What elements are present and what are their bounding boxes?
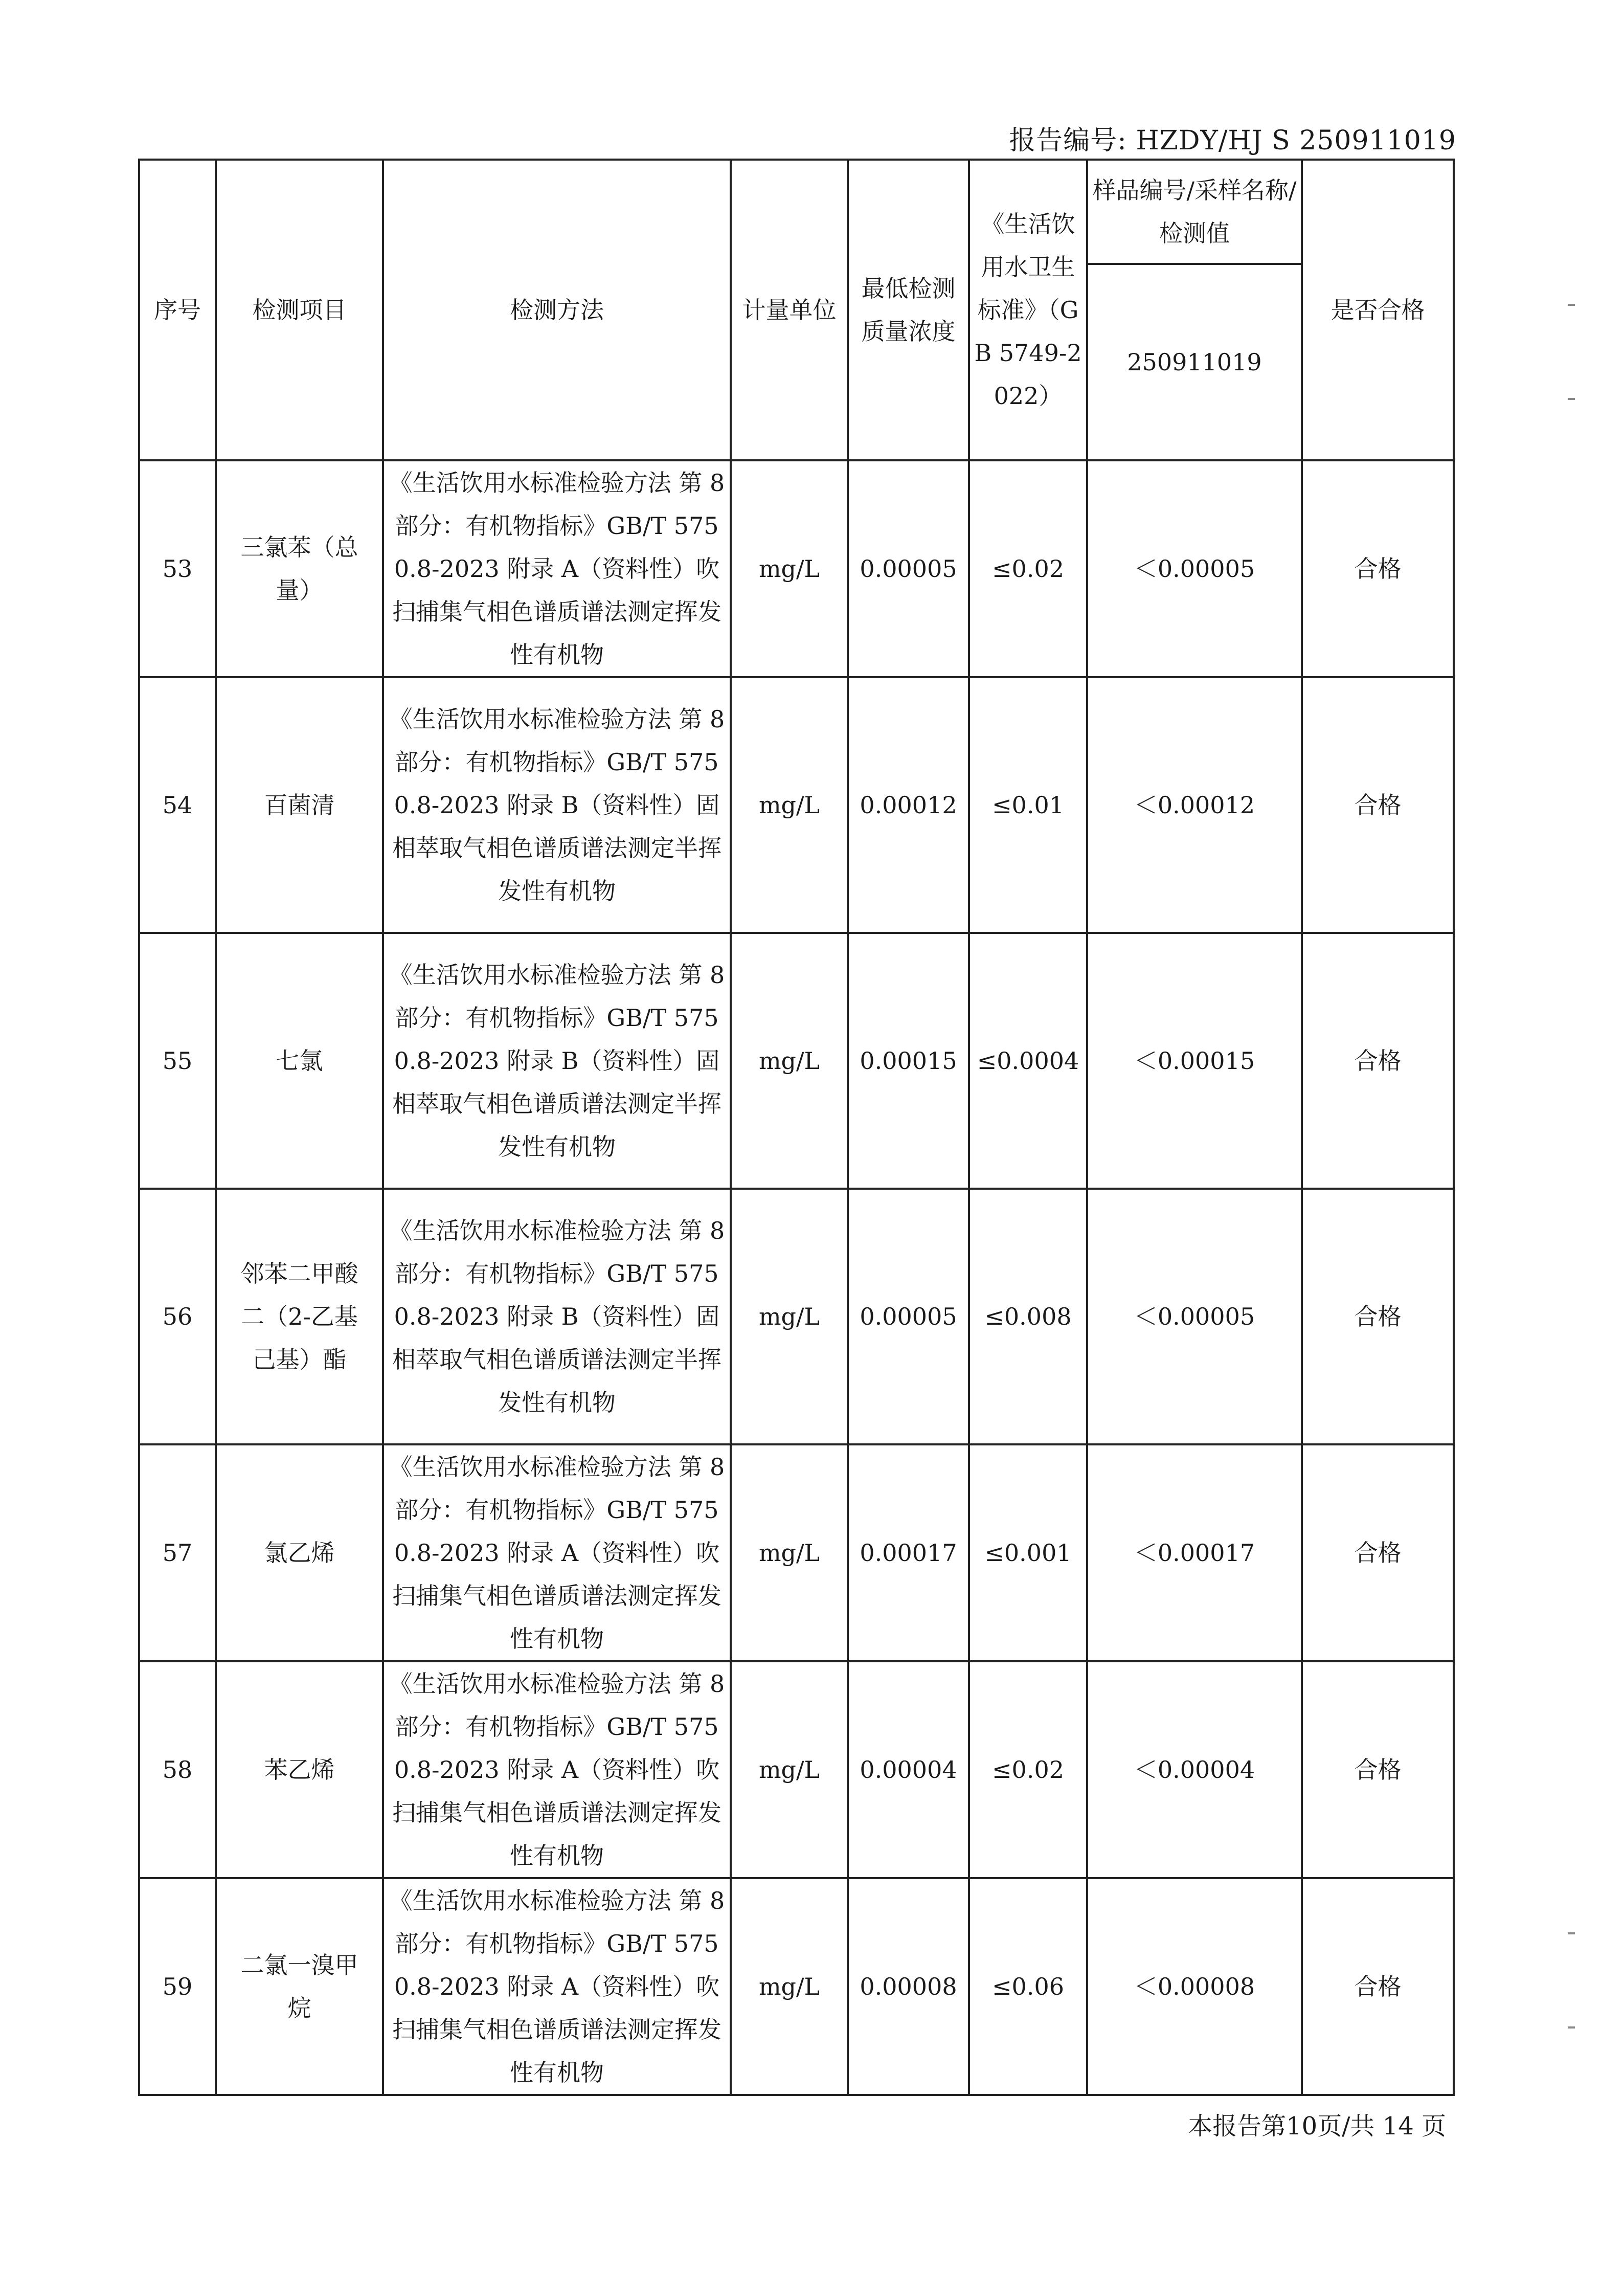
row-result: 合格 xyxy=(1302,1661,1454,1878)
row-item: 苯乙烯 xyxy=(216,1661,383,1878)
row-value: ＜0.00015 xyxy=(1087,933,1302,1189)
row-value: ＜0.00005 xyxy=(1087,1189,1302,1444)
row-item: 邻苯二甲酸二（2-乙基己基）酯 xyxy=(216,1189,383,1444)
row-seq: 55 xyxy=(139,933,216,1189)
row-min-conc: 0.00008 xyxy=(848,1878,969,2095)
row-min-conc: 0.00017 xyxy=(848,1444,969,1661)
row-item: 七氯 xyxy=(216,933,383,1189)
scan-mark xyxy=(1568,398,1575,400)
table-row xyxy=(139,933,1454,1189)
row-value: ＜0.00005 xyxy=(1087,460,1302,677)
row-item: 氯乙烯 xyxy=(216,1444,383,1661)
header-method: 检测方法 xyxy=(383,160,731,460)
row-seq: 56 xyxy=(139,1189,216,1444)
table-row xyxy=(139,1189,1454,1444)
row-method: 《生活饮用水标准检验方法 第 8 部分：有机物指标》GB/T 5750.8-2023 附录 A（资料性）吹扫捕集气相色谱质谱法测定挥发性有机物 xyxy=(383,1444,731,1661)
row-item: 百菌清 xyxy=(216,677,383,933)
row-unit: mg/L xyxy=(731,933,848,1189)
header-standard: 《生活饮用水卫生标准》（GB 5749-2022） xyxy=(969,160,1087,460)
row-unit: mg/L xyxy=(731,1878,848,2095)
row-method: 《生活饮用水标准检验方法 第 8 部分：有机物指标》GB/T 5750.8-2023 附录 A（资料性）吹扫捕集气相色谱质谱法测定挥发性有机物 xyxy=(383,460,731,677)
row-seq: 58 xyxy=(139,1661,216,1878)
row-min-conc: 0.00005 xyxy=(848,1189,969,1444)
table-row xyxy=(139,1878,1454,2095)
row-method: 《生活饮用水标准检验方法 第 8 部分：有机物指标》GB/T 5750.8-2023 附录 B（资料性）固相萃取气相色谱质谱法测定半挥发性有机物 xyxy=(383,677,731,933)
row-result: 合格 xyxy=(1302,677,1454,933)
row-limit: ≤0.02 xyxy=(969,1661,1087,1878)
row-limit: ≤0.01 xyxy=(969,677,1087,933)
row-result: 合格 xyxy=(1302,460,1454,677)
row-seq: 57 xyxy=(139,1444,216,1661)
row-item: 二氯一溴甲烷 xyxy=(216,1878,383,2095)
header-sample-id: 250911019 xyxy=(1087,264,1302,460)
row-limit: ≤0.06 xyxy=(969,1878,1087,2095)
table-row xyxy=(139,1661,1454,1878)
row-unit: mg/L xyxy=(731,460,848,677)
header-row xyxy=(139,160,1454,264)
report-number: 报告编号: HZDY/HJ S 250911019 xyxy=(1009,125,1456,156)
header-min-conc: 最低检测质量浓度 xyxy=(848,160,969,460)
row-limit: ≤0.02 xyxy=(969,460,1087,677)
header-seq: 序号 xyxy=(139,160,216,460)
row-unit: mg/L xyxy=(731,1444,848,1661)
row-value: ＜0.00004 xyxy=(1087,1661,1302,1878)
row-min-conc: 0.00015 xyxy=(848,933,969,1189)
header-item: 检测项目 xyxy=(216,160,383,460)
row-limit: ≤0.008 xyxy=(969,1189,1087,1444)
row-method: 《生活饮用水标准检验方法 第 8 部分：有机物指标》GB/T 5750.8-2023 附录 B（资料性）固相萃取气相色谱质谱法测定半挥发性有机物 xyxy=(383,1189,731,1444)
header-unit: 计量单位 xyxy=(731,160,848,460)
row-result: 合格 xyxy=(1302,1444,1454,1661)
row-value: ＜0.00008 xyxy=(1087,1878,1302,2095)
page-footer: 本报告第10页/共 14 页 xyxy=(1188,2112,1446,2141)
row-result: 合格 xyxy=(1302,933,1454,1189)
table-row xyxy=(139,677,1454,933)
table-row xyxy=(139,460,1454,677)
row-result: 合格 xyxy=(1302,1189,1454,1444)
row-value: ＜0.00017 xyxy=(1087,1444,1302,1661)
header-pass: 是否合格 xyxy=(1302,160,1454,460)
scan-mark xyxy=(1568,1932,1575,1934)
row-limit: ≤0.0004 xyxy=(969,933,1087,1189)
row-seq: 54 xyxy=(139,677,216,933)
row-seq: 53 xyxy=(139,460,216,677)
row-result: 合格 xyxy=(1302,1878,1454,2095)
scan-mark xyxy=(1568,2026,1575,2028)
row-item: 三氯苯（总量） xyxy=(216,460,383,677)
row-limit: ≤0.001 xyxy=(969,1444,1087,1661)
row-value: ＜0.00012 xyxy=(1087,677,1302,933)
row-min-conc: 0.00004 xyxy=(848,1661,969,1878)
scan-mark xyxy=(1568,304,1575,306)
row-method: 《生活饮用水标准检验方法 第 8 部分：有机物指标》GB/T 5750.8-2023 附录 A（资料性）吹扫捕集气相色谱质谱法测定挥发性有机物 xyxy=(383,1661,731,1878)
row-method: 《生活饮用水标准检验方法 第 8 部分：有机物指标》GB/T 5750.8-2023 附录 A（资料性）吹扫捕集气相色谱质谱法测定挥发性有机物 xyxy=(383,1878,731,2095)
header-sample-group: 样品编号/采样名称/检测值 xyxy=(1087,160,1302,264)
row-unit: mg/L xyxy=(731,1661,848,1878)
row-min-conc: 0.00012 xyxy=(848,677,969,933)
row-seq: 59 xyxy=(139,1878,216,2095)
row-unit: mg/L xyxy=(731,1189,848,1444)
table-row xyxy=(139,1444,1454,1661)
row-min-conc: 0.00005 xyxy=(848,460,969,677)
results-table xyxy=(138,159,1455,2096)
row-method: 《生活饮用水标准检验方法 第 8 部分：有机物指标》GB/T 5750.8-2023 附录 B（资料性）固相萃取气相色谱质谱法测定半挥发性有机物 xyxy=(383,933,731,1189)
row-unit: mg/L xyxy=(731,677,848,933)
